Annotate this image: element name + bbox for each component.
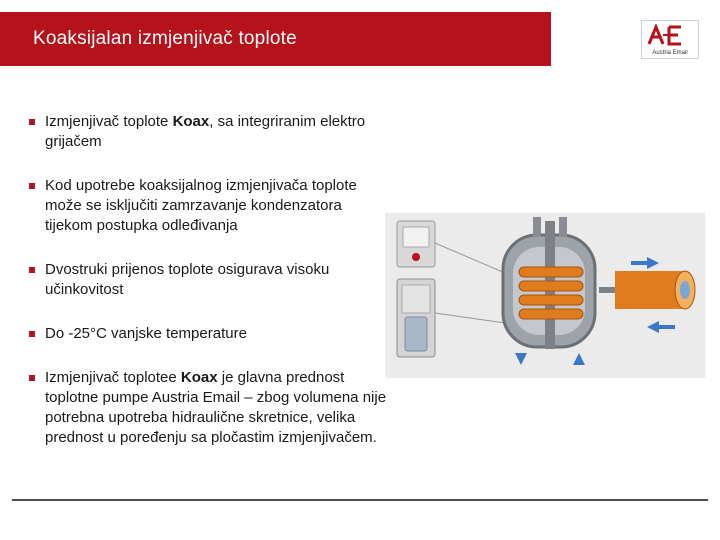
bullet-text-part: , sa integriranim elektro grijačem	[45, 113, 366, 150]
bullet-marker-icon	[29, 331, 35, 337]
bullet-marker-icon	[29, 183, 35, 189]
bullet-text	[45, 113, 365, 150]
logo-subtitle: Austria Email	[652, 50, 688, 56]
heat-exchanger-illustration	[385, 213, 705, 378]
bullet-text: Do -25°C vanjske temperature	[45, 325, 247, 342]
pipe-cross-section-icon	[599, 271, 695, 309]
bullet-text: Dvostruki prijenos toplote osigurava visoku učinkovitost	[45, 261, 330, 298]
slide-title: Koaksijalan izmjenjivač toplote	[33, 28, 297, 49]
ae-logo-mark-icon	[645, 24, 695, 46]
bullet-marker-icon	[29, 119, 35, 125]
bullet-item	[28, 260, 388, 300]
bullet-item	[28, 112, 388, 152]
callout-line	[435, 313, 505, 323]
callout-line	[435, 243, 505, 273]
bullet-text	[45, 369, 386, 446]
footer-divider	[12, 499, 708, 501]
bullet-item	[28, 324, 388, 344]
bullet-text-part: Izmjenjivač toplotee	[45, 369, 181, 386]
bullet-item	[28, 176, 388, 236]
austria-email-logo	[641, 20, 699, 59]
bullet-item	[28, 368, 388, 448]
heat-pump-unit-bottom-icon	[397, 279, 435, 357]
bullet-text-part: je glavna prednost toplotne pumpe Austria Email – zbog volumena nije potrebna upotreba hidraulične skretnice, velika prednost u poređenju sa pločastim izmjenjivačem.	[45, 369, 387, 446]
bullet-list	[28, 112, 388, 472]
heat-pump-unit-top-icon	[397, 221, 435, 267]
bullet-marker-icon	[29, 267, 35, 273]
bullet-marker-icon	[29, 375, 35, 381]
coax-heat-exchanger-figure	[385, 213, 705, 378]
bullet-text: Kod upotrebe koaksijalnog izmjenjivača toplote može se isključiti zamrzavanje kondenzatora tijekom postupka odleđivanja	[45, 177, 357, 234]
bullet-text-part: Izmjenjivač toplote	[45, 113, 173, 130]
bullet-text-bold: Koax	[180, 369, 218, 386]
bullet-text-bold: Koax	[172, 113, 210, 130]
